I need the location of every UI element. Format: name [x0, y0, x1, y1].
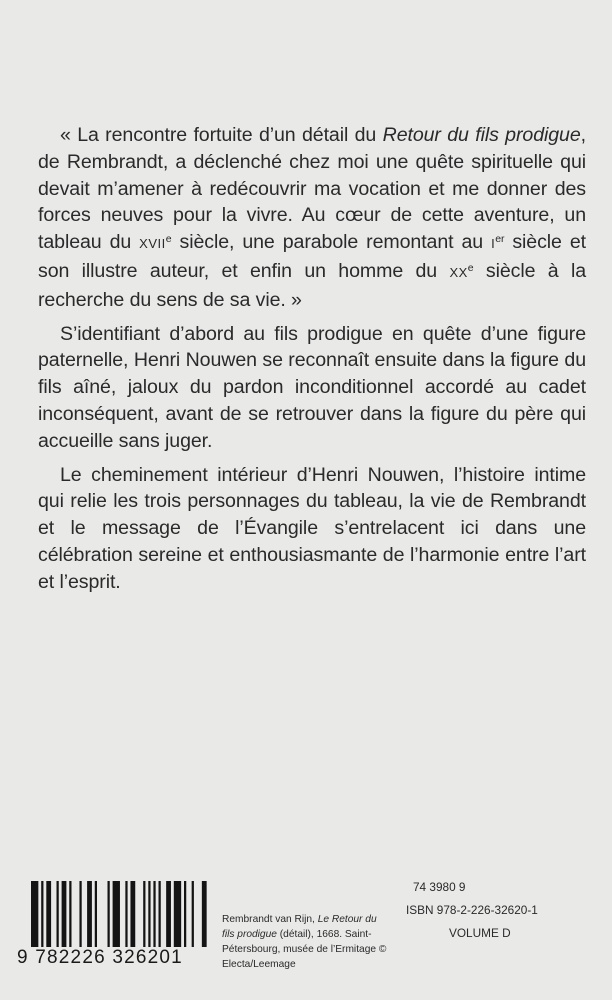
blurb-paragraph-3: Le cheminement intérieur d’Henri Nouwen, l’histoire intime qui relie les trois personnages du tableau, la vie de Rembrandt et le message de l’Évangile s’entrelacent ici dans une célébration sereine et enthousiasmante de l’harmonie entre l’art et l’esprit.: [38, 463, 586, 593]
quote-text: siècle et son illustre auteur, et enfin un homme du: [38, 231, 586, 282]
credit-text: (détail), 1668. Saint-Pétersbourg, musée de l’Ermitage © Electa/Leemage: [222, 929, 387, 970]
barcode-number: 9 782226 326201: [17, 947, 207, 969]
century-numeral: XVII: [139, 236, 166, 252]
credit-text: Rembrandt van Rijn,: [222, 914, 318, 925]
product-code: 74 3980 9: [413, 880, 466, 894]
century-superscript: e: [467, 261, 474, 274]
century-numeral: I: [491, 236, 496, 252]
volume-label: VOLUME D: [449, 926, 511, 940]
quote-text: siècle, une parabole remontant au: [171, 231, 492, 254]
back-cover-blurb: [38, 122, 586, 603]
century-numeral: XX: [449, 264, 468, 280]
credit-painting-title: Le Retour du fils prodigue: [222, 914, 377, 940]
painting-title: Retour du fils prodigue: [382, 124, 581, 146]
century-superscript: er: [495, 233, 505, 246]
quote-text: , de Rembrandt, a déclenché chez moi une quête spirituelle qui devait m’amener à redécouvrir ma vocation et me donner des forces neuves pour la vivre. Au cœur de cette aventure, un tableau du: [38, 124, 587, 254]
quote-text: siècle à la recherche du sens de sa vie. »: [38, 259, 587, 311]
isbn-number: ISBN 978-2-226-32620-1: [406, 903, 538, 917]
quote-text: « La rencontre fortuite d’un détail du: [60, 124, 383, 146]
barcode: [17, 881, 207, 971]
blurb-paragraph-2: S’identifiant d’abord au fils prodigue en quête d’une figure paternelle, Henri Nouwen se reconnaît ensuite dans la figure du fils aîné, jaloux du pardon inconditionnel accordé au cadet inconséquent, avant de se retrouver dans la figure du père qui accueille sans juger.: [38, 322, 586, 452]
isbn-block: [406, 876, 538, 945]
image-credit: [222, 912, 387, 972]
century-superscript: e: [165, 233, 172, 246]
blurb-paragraph-quote: [38, 122, 586, 314]
